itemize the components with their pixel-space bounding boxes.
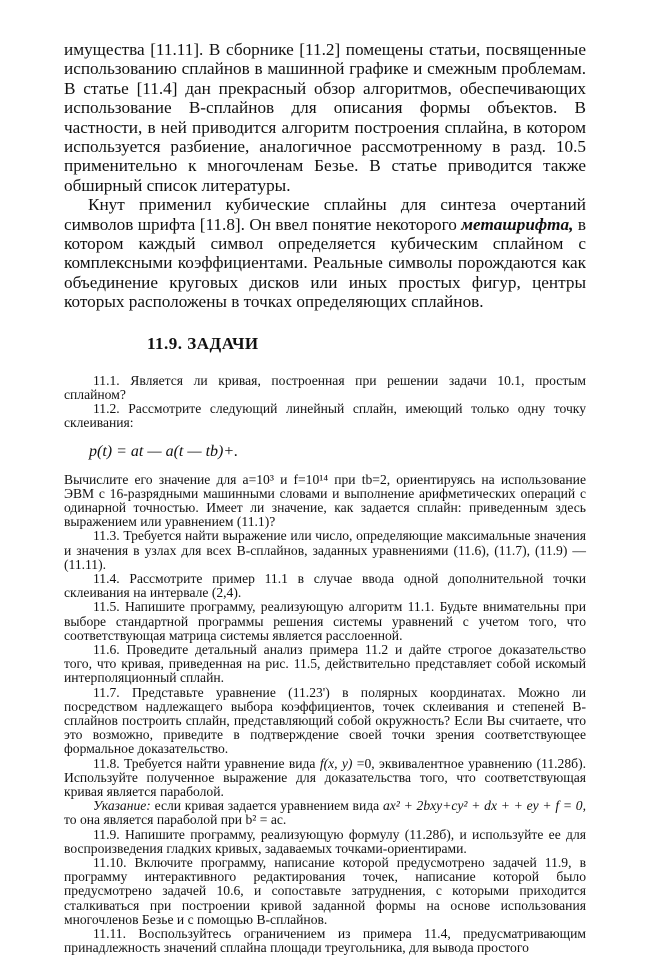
task-11-5: 11.5. Напишите программу, реализующую алгоритм 11.1. Будьте внимательны при выборе стандартной программы решения системы уравнений с учетом того, что соответствующая матрица системы является расслоенной. (64, 599, 586, 643)
task-11-4: 11.4. Рассмотрите пример 11.1 в случае ввода одной дополнительной точки склеивания на интервале (2,4). (64, 570, 586, 601)
task-11-2-formula: p(t) = at — a(t — tb)+. (89, 442, 239, 460)
task-11-11: 11.11. Воспользуйтесь ограничением из примера 11.4, предусматривающим принадлежность значений сплайна площади треугольника, для вывода простого (64, 926, 586, 955)
paragraph-knuth (64, 195, 586, 311)
section-heading: 11.9. ЗАДАЧИ (147, 333, 259, 353)
knuth-text-before: Кнут применил кубические сплайны для синтеза очертаний символов шрифта [11.8]. Он ввел понятие некоторого (64, 195, 586, 234)
task-11-8-hint (64, 799, 586, 827)
task-11-2: 11.2. Рассмотрите следующий линейный сплайн, имеющий только одну точку склеивания: (64, 401, 586, 431)
main-text (64, 40, 586, 312)
tasks-list (64, 374, 586, 955)
task-11-8-after: =0, эквивалентное уравнению (11.28б). Используйте полученное выражение для доказательства того, что соответствующая кривая является параболой. (64, 755, 586, 799)
hint-equation: ax² + 2bxy+cy² + dx + + ey + f = 0, (382, 798, 586, 814)
paragraph-bibliography: имущества [11.11]. В сборнике [11.2] помещены статьи, посвященные использованию сплайнов в машинной графике и смежным проблемам. В статье [11.4] дан прекрасный обзор алгоритмов, обеспечивающих использование B-сплайнов для описания формы объектов. В частности, в ней приводится алгоритм построения сплайна, в котором используется разбиение, аналогичное рассмотренному в разд. 10.5 применительно к многочленам Безье. В статье приводится также обширный список литературы. (64, 40, 586, 195)
task-11-8 (64, 757, 586, 800)
task-11-10: 11.10. Включите программу, написание которой предусмотрено задачей 11.9, в программу интерактивного редактирования точек, написание которой было предусмотрено задачей 10.6, и сопоставьте затруднения, с которыми приходится сталкиваться при построении кривой заданной формы на основе использования многочленов Безье и с помощью B-сплайнов. (64, 854, 586, 927)
task-11-7: 11.7. Представьте уравнение (11.23') в полярных координатах. Можно ли посредством надлежащего выбора коэффициентов, точек склеивания и степеней B-сплайнов построить сплайн, представляющий собой окружность? Если Вы считаете, что это возможно, приведите в подтверждение своей точки зрения соответствующее формальное доказательство. (64, 684, 586, 757)
task-11-8-before: 11.8. Требуется найти уравнение вида (93, 755, 320, 771)
book-page (64, 40, 586, 955)
task-11-8-fxy: f(x, y) (319, 755, 353, 771)
knuth-text-after: в котором каждый символ определяется кубическим сплайном с комплексными коэффициентами. Реальные символы порождаются как объединение круговых дисков или иных простых фигур, центры которых расположены в точках определяющих сплайнов. (64, 214, 586, 312)
hint-text-after: то она является параболой при b² = ac. (64, 812, 287, 828)
task-11-6: 11.6. Проведите детальный анализ примера 11.2 и дайте строгое доказательство того, что кривая, приведенная на рис. 11.5, действительно представляет собой искомый интерполяционный сплайн. (64, 641, 586, 686)
task-11-1: 11.1. Является ли кривая, построенная при решении задачи 10.1, простым сплайном? (64, 372, 586, 402)
task-11-3: 11.3. Требуется найти выражение или число, определяющие максимальные значения и значения в узлах для всех B-сплайнов, заданных уравнениями (11.6), (11.7), (11.9) —(11.11). (64, 528, 586, 572)
task-11-9: 11.9. Напишите программу, реализующую формулу (11.28б), и используйте ее для воспроизведения гладких кривых, задаваемых точками-ориентирами. (64, 826, 586, 856)
hint-text-before: если кривая задается уравнением вида (150, 798, 383, 814)
knuth-term-metafont: меташрифта, (461, 214, 574, 234)
task-11-2-continuation: Вычислите его значение для a=10³ и f=10¹⁴ при tb=2, ориентируясь на использование ЭВМ с 16-разрядными машинными словами и выполнение арифметических операций с одинарной точностью. Имеет ли значение, как задается сплайн: приведенным здесь выражением или уравнением (11.1)? (64, 471, 586, 530)
hint-label: Указание: (93, 798, 151, 814)
